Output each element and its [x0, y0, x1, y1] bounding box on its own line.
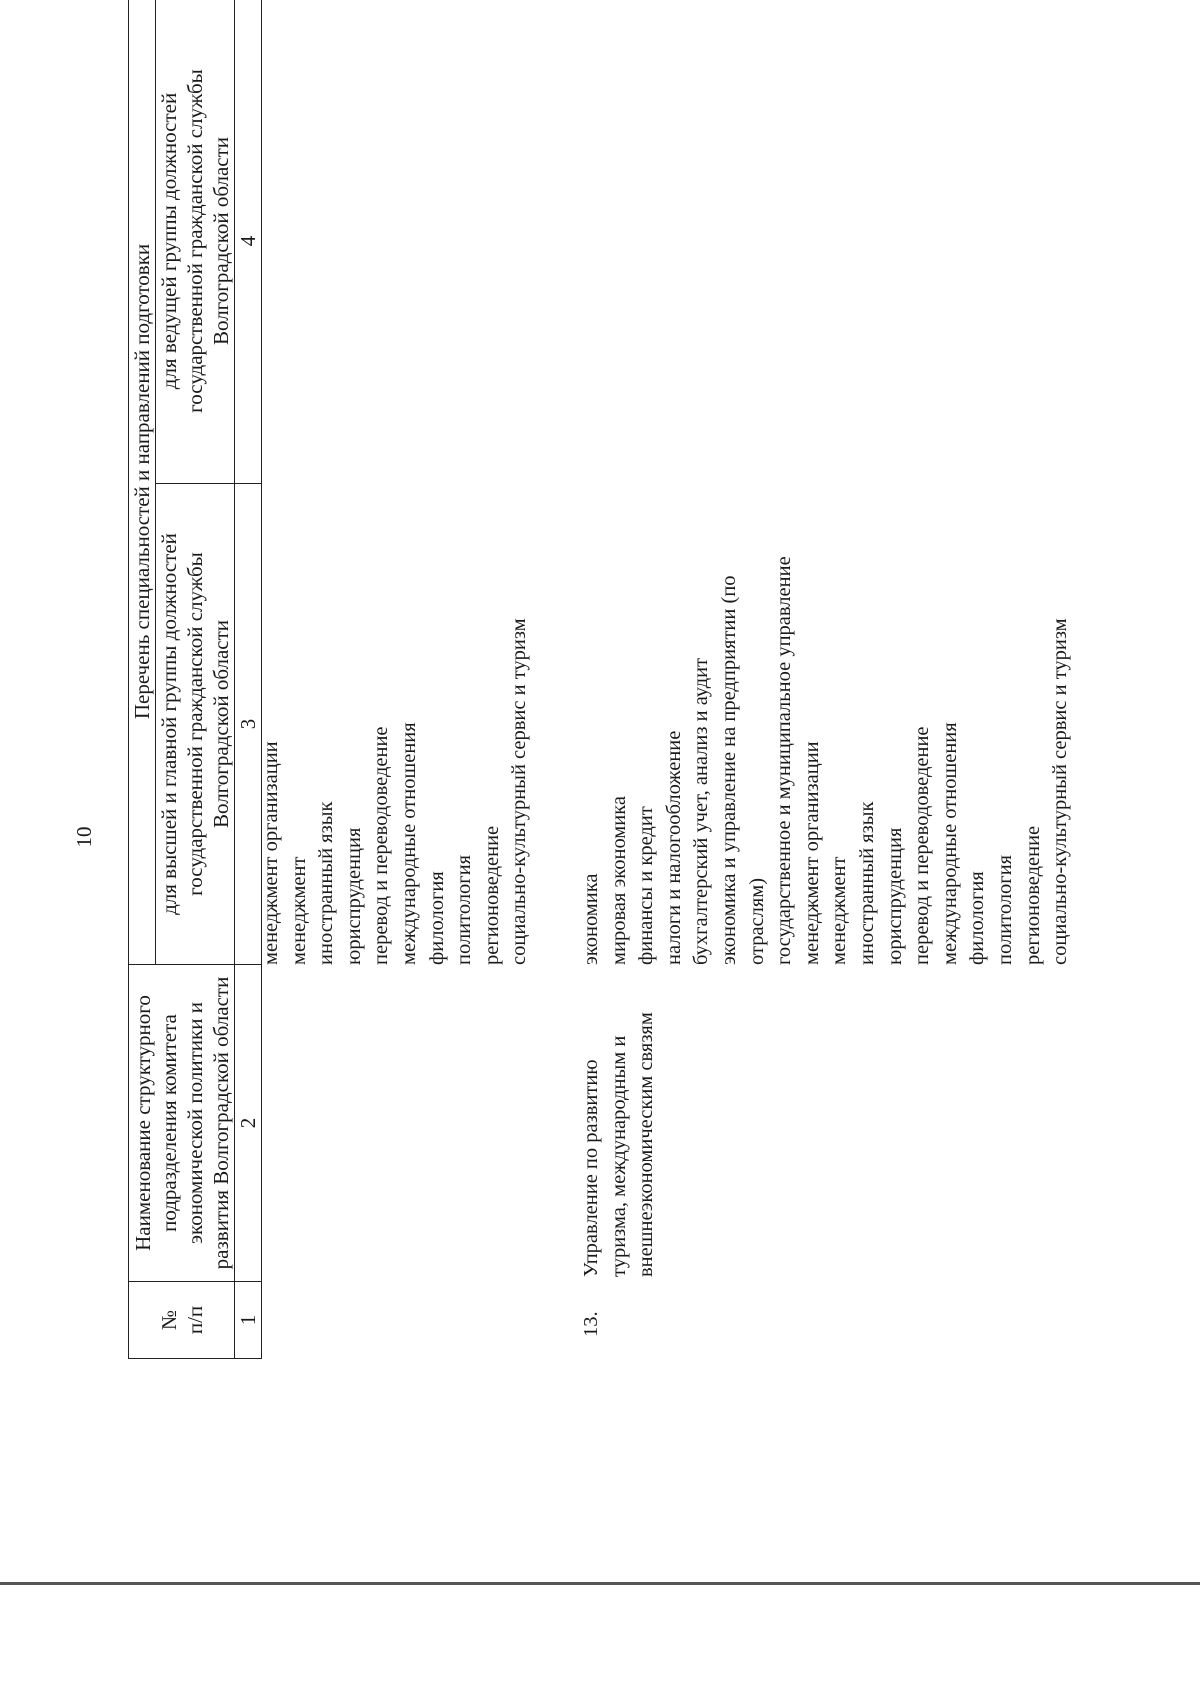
- list-item: мировая экономика: [607, 796, 630, 965]
- specialty-list: [258, 405, 534, 965]
- list-item: филология: [425, 871, 448, 965]
- list-item: регионоведение: [480, 825, 503, 965]
- list-item: социально-культурный сервис и туризм: [1049, 618, 1072, 965]
- list-item: менеджмент: [828, 856, 851, 965]
- column-number-3: 3: [235, 484, 262, 965]
- list-item: иностранный язык: [315, 801, 338, 965]
- continued-row-specialties: [258, 405, 534, 965]
- table-header: [128, 0, 262, 1359]
- list-item: перевод и переводоведение: [370, 726, 393, 965]
- list-item: финансы и кредит: [635, 806, 658, 965]
- unit-name-line: Управление по развитию: [580, 1059, 602, 1277]
- header-text: государственной гражданской службы: [183, 69, 207, 413]
- list-item: налоги и налогообложение: [662, 730, 685, 965]
- header-text: для высшей и главной группы должностей: [157, 533, 181, 915]
- unit-name-line: внешнеэкономическим связям: [635, 1012, 658, 1277]
- specialty-list: [578, 405, 1075, 965]
- row13-unit-name: [578, 957, 661, 1277]
- column-number-1: 1: [235, 1282, 262, 1359]
- header-text: Волгоградской области: [209, 136, 233, 346]
- header-text: государственной гражданской службы: [183, 552, 207, 896]
- list-item: социально-культурный сервис и туризм: [508, 618, 531, 965]
- list-item: политология: [993, 854, 1016, 965]
- list-item: филология: [966, 871, 989, 965]
- list-item: менеджмент организации: [800, 741, 823, 965]
- page-number: 10: [72, 826, 96, 848]
- header-group-title: Перечень специальностей и направлений подготовки: [129, 0, 156, 965]
- list-item: экономика: [580, 873, 602, 965]
- list-item: юриспруденция: [883, 827, 906, 965]
- list-item: менеджмент: [287, 856, 310, 965]
- row13-specialties: [578, 405, 1075, 965]
- header-col-unit: [129, 965, 235, 1282]
- list-item: международные отношения: [397, 722, 420, 965]
- header-text: подразделения комитета: [156, 1014, 181, 1232]
- list-item: государственное и муниципальное управление: [773, 556, 796, 965]
- list-item: иностранный язык: [855, 801, 878, 965]
- list-item: перевод и переводоведение: [911, 726, 934, 965]
- list-item: экономика и управление на предприятии (по: [717, 575, 740, 965]
- list-item: регионоведение: [1021, 825, 1044, 965]
- list-item: международные отношения: [938, 722, 961, 965]
- list-item: менеджмент организации: [260, 741, 282, 965]
- list-item: бухгалтерский учет, анализ и аудит: [690, 657, 713, 965]
- list-item: политология: [453, 854, 476, 965]
- header-text: развития Волгоградской области: [208, 976, 233, 1270]
- header-text: №: [156, 1309, 181, 1331]
- header-text: экономической политики и: [182, 1002, 207, 1244]
- unit-name-line: туризма, международным и: [607, 1035, 630, 1277]
- row13-number: 13.: [580, 1311, 602, 1337]
- column-number-2: 2: [235, 965, 262, 1282]
- header-col-leading: [156, 0, 235, 484]
- header-text: для ведущей группы должностей: [157, 92, 181, 390]
- scan-edge-line: [0, 1582, 1200, 1585]
- header-col-senior: [156, 484, 235, 965]
- header-text: Волгоградской области: [209, 619, 233, 829]
- column-number-4: 4: [235, 0, 262, 484]
- list-item: отраслям): [745, 877, 768, 965]
- header-text: п/п: [182, 1305, 207, 1335]
- header-text: Наименование структурного: [130, 995, 155, 1251]
- list-item: юриспруденция: [342, 827, 365, 965]
- header-col-number: [129, 1282, 235, 1359]
